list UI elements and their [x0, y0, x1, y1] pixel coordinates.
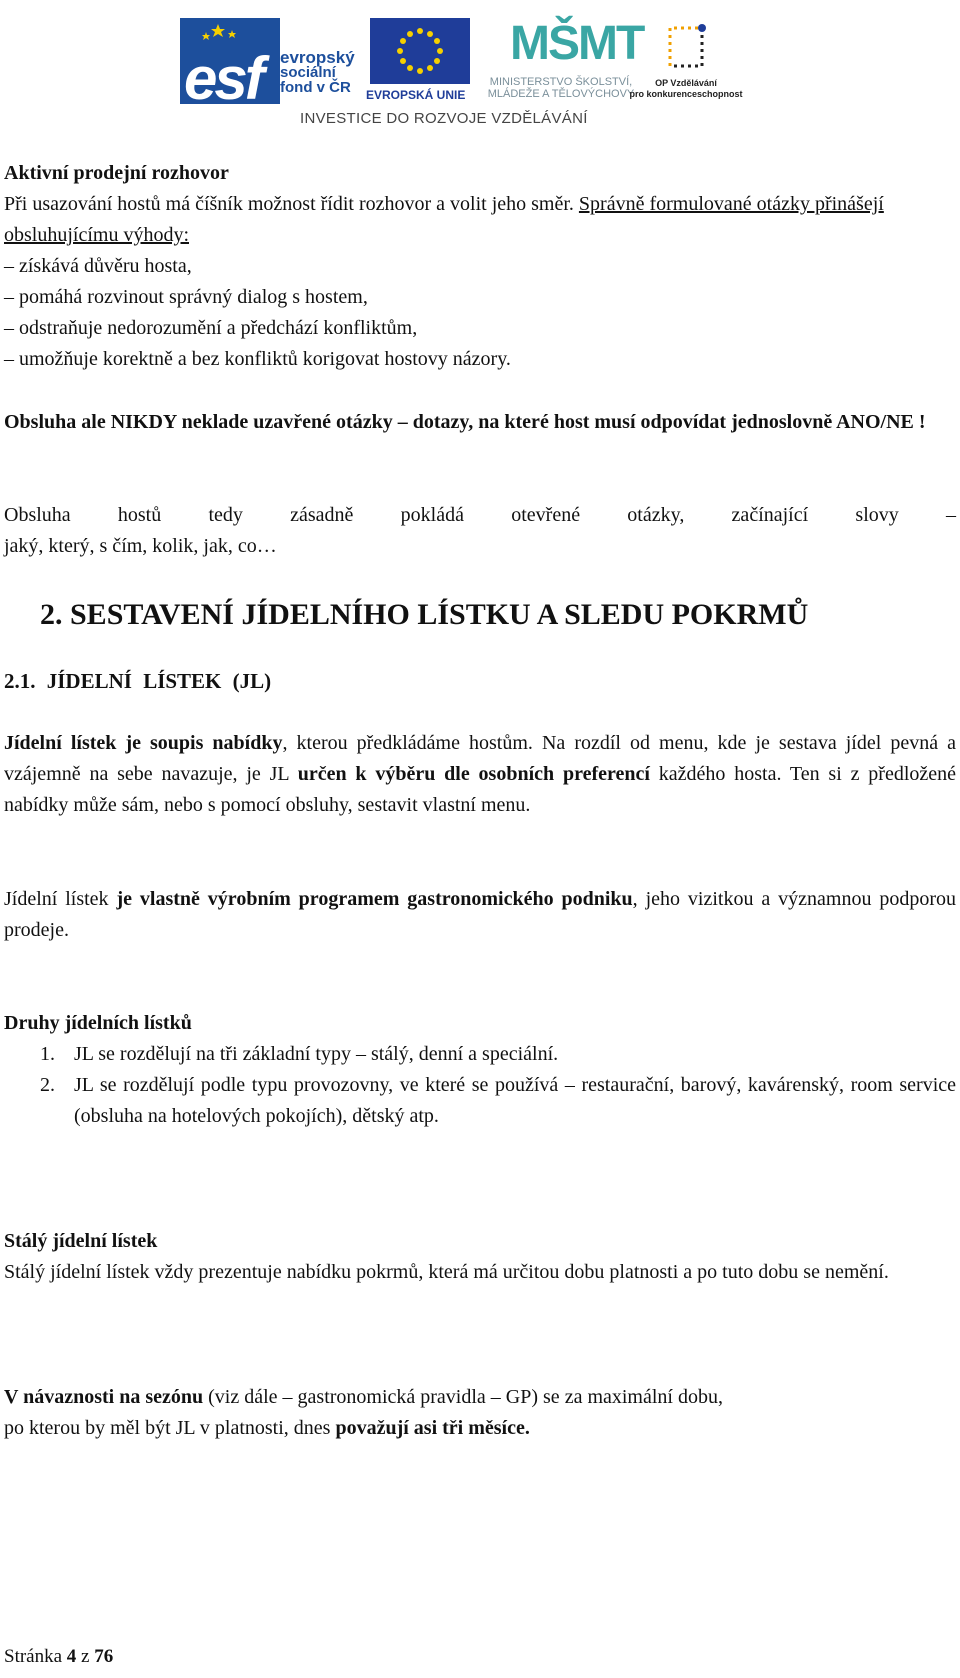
section-sales: [4, 158, 956, 375]
eu-flag-logo: [370, 18, 470, 84]
jl-paragraph-1: Jídelní lístek je soupis nabídky, kterou předkládáme hostům. Na rozdíl od menu, kde je sestava jídel pevná a vzájemně na sebe navazuje, je JL určen k výběru dle osobních preferencí každého hosta. Ten si z předložené nabídky může sám, nebo s pomocí obsluhy, sestavit vlastní menu.: [4, 732, 957, 816]
benefit-item: – umožňuje korektně a bez konfliktů korigovat hostovy názory.: [4, 348, 511, 370]
section-permanent: [4, 1226, 956, 1288]
underlined-text: Správně formulované otázky přinášejí obsluhujícímu výhody:: [4, 193, 884, 246]
section-title: Druhy jídelních lístků: [4, 1012, 192, 1034]
season-paragraph: V návaznosti na sezónu (viz dále – gastronomická pravidla – GP) se za maximální dobu, po kterou by měl být JL v platnosti, dnes považují asi tři měsíce.: [4, 1386, 723, 1439]
msmt-label: MINISTERSTVO ŠKOLSTVÍ, MLÁDEŽE A TĚLOVÝCHOVY: [487, 76, 635, 100]
page-number: 4: [66, 1646, 77, 1667]
esf-logo: esf: [180, 18, 280, 104]
op-label: OP Vzdělávání pro konkurenceschopnost: [629, 78, 743, 99]
esf-logo-text: evropský sociální fond v ČR: [280, 48, 355, 96]
chapter-title: 2. SESTAVENÍ JÍDELNÍHO LÍSTKU A SLEDU POKRMŮ: [40, 598, 809, 631]
header-logo-bar: [180, 14, 780, 134]
page-total: 76: [94, 1646, 114, 1667]
open-questions-paragraph: Obsluha hostů tedy zásadně pokládá otevřené otázky, začínající slovy – jaký, který, s čím, kolik, jak, co…: [4, 504, 956, 557]
permanent-text: Stálý jídelní lístek vždy prezentuje nabídku pokrmů, která má určitou dobu platnosti a po tuto dobu se nemění.: [4, 1261, 889, 1283]
jl-paragraph-2: Jídelní lístek je vlastně výrobním programem gastronomického podniku, jeho vizitkou a významnou podporou prodeje.: [4, 888, 956, 941]
msmt-logo-mark: MŠMT: [510, 17, 644, 70]
esf-stars-icon: [180, 18, 280, 48]
list-item: 2. JL se rozdělují podle typu provozovny, ve které se používá – restaurační, barový, kavárenský, room service (obsluha na hotelových pokojích), dětský atp.: [40, 1074, 956, 1127]
benefit-item: – získává důvěru hosta,: [4, 255, 192, 277]
warning-paragraph: Obsluha ale NIKDY neklade uzavřené otázky – dotazy, na které host musí odpovídat jednoslovně ANO/NE !: [4, 411, 926, 433]
section-types: [4, 1008, 956, 1132]
section-title: Aktivní prodejní rozhovor: [4, 162, 229, 184]
section-title: Stálý jídelní lístek: [4, 1230, 158, 1252]
benefit-item: – odstraňuje nedorozumění a předchází konfliktům,: [4, 317, 418, 339]
list-item: 1. JL se rozdělují na tři základní typy – stálý, denní a speciální.: [40, 1043, 559, 1065]
eu-label: EVROPSKÁ UNIE: [366, 88, 466, 102]
op-logo-icon: [656, 16, 716, 76]
sales-intro: Při usazování hostů má číšník možnost řídit rozhovor a volit jeho směr. Správně formulované otázky přinášejí obsluhujícímu výhody:: [4, 193, 884, 246]
benefit-item: – pomáhá rozvinout správný dialog s hostem,: [4, 286, 368, 308]
header-tagline: INVESTICE DO ROZVOJE VZDĚLÁVÁNÍ: [300, 110, 588, 127]
eu-stars-icon: [370, 18, 470, 84]
page-footer: Stránka 4 z 76: [4, 1646, 114, 1667]
subchapter-title: 2.1. JÍDELNÍ LÍSTEK (JL): [4, 669, 272, 693]
